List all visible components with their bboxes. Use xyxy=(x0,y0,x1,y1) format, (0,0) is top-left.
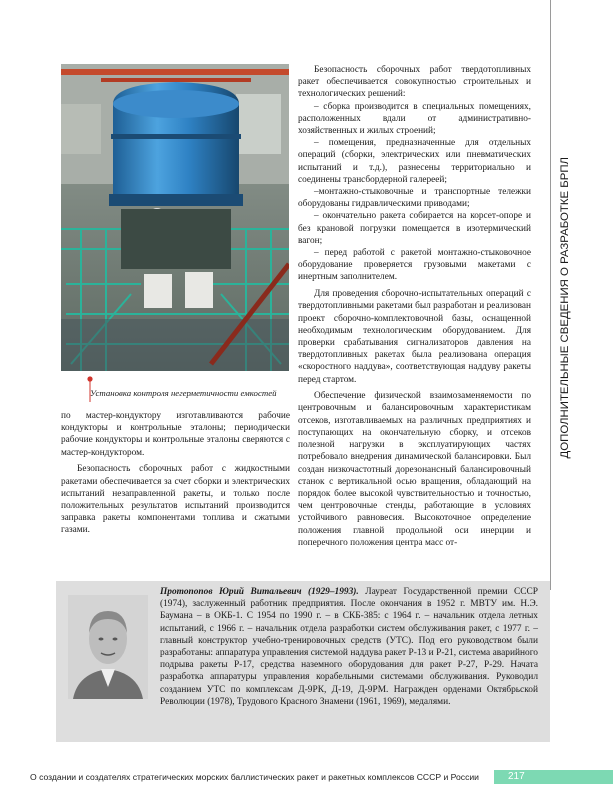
biography-box xyxy=(56,581,550,742)
right-list-item: – сборка производится в специальных помещениях, расположенных вдали от административно-хозяйственных и жилых строений; xyxy=(298,101,531,137)
biography-name: Протопопов Юрий Витальевич (1929–1993). xyxy=(160,587,359,597)
photo-caption: Установка контроля негерметичности емкостей xyxy=(90,388,277,398)
portrait-photo xyxy=(68,595,148,699)
right-column xyxy=(298,64,531,553)
right-list-item: – окончательно ракета собирается на корсет-опоре и без крановой погрузки помещается в изотермический вагон; xyxy=(298,211,531,246)
side-rule xyxy=(550,0,551,590)
page-number: 217 xyxy=(508,771,525,782)
left-paragraph: Безопасность сборочных работ с жидкостными ракетами обеспечивается за счет сборки и электрических испытаний незаправленной ракеты, и только после положительных результатов испытаний производится заправка ракеты компонентами топлива и сжатыми газами. xyxy=(61,464,290,536)
photo-leak-test-installation xyxy=(61,64,289,371)
left-paragraph: по мастер-кондуктору изготавливаются рабочие кондукторы и контрольные эталоны; периодически рабочие кондукторы и контрольные эталоны сверяются с мастер-кондуктором. xyxy=(61,411,290,458)
right-paragraph: Обеспечение физической взаимозаменяемости по центровочным и балансировочным характеристикам отсеков, изготавливаемых на различных предприятиях и поступающих на окончательную сборку, и отсеков полезной нагрузки в эксплуатирующих частях потребовало внедрения динамической балансировки. Был создан низкочастотный дорезонансный балансировочный станок с вертикальной осью вращения, обладающий на порядок более высокой чувствительностью и точностью, чем центровочные стенды, работающие в условиях устойчивого равновесия. Высокоточное определение положения главной продольной оси инерции и поперечного положения центра масс от- xyxy=(298,391,531,548)
left-column xyxy=(61,410,290,541)
right-list-item: – перед работой с ракетой монтажно-стыковочное оборудование проверяется грузовыми макетами с инертным заполнителем. xyxy=(298,248,531,283)
section-title: ДОПОЛНИТЕЛЬНЫЕ СВЕДЕНИЯ О РАЗРАБОТКЕ БРПЛ xyxy=(559,157,571,459)
right-paragraph: Для проведения сборочно-испытательных операций с твердотопливными ракетами был разработан и реализован проект сборочно-комплектовочной базы, оснащенной необходимым технологическим оборудованием. Для проверки срабатывания сигнализаторов давления на твердотопливных ракетах была реализована операция «скоростного наддува», соответствующая наддуву ракеты перед стартом. xyxy=(298,289,531,385)
footer-book-title: О создании и создателях стратегических морских баллистических ракет и ракетных комплексов СССР и России xyxy=(30,772,479,782)
right-list-item: – помещения, предназначенные для отдельных операций (сборки, электрических или пневматических испытаний и т.д.), разнесены территориально и соединены трансбордерной галереей; xyxy=(298,138,531,185)
biography-body: Лауреат Государственной премии СССР (1974), заслуженный работник предприятия. После окончания в 1952 г. МВТУ им. Н.Э. Баумана – в ОКБ-1. С 1954 по 1990 г. – в СКБ-385: с 1964 г. – начальник отдела летных испытаний, с 1966 г. – начальник отдела разработки систем обслуживания ракет, с 1977 г. – главный конструктор учебно-тренировочных средств (УТС). Под его руководством были разработаны: аппаратура управления системой наддува ракет Р-13 и Р-21, система аварийного подрыва ракеты Р-17, средства наземного оборудования для ракет Р-27, Р-29. Начата разработка аппаратуры управления корабельными системами обслуживания. Руководил созданием УТС по комплексам Д-9РК, Д-19, Д-9РМ. Награжден орденами Октябрьской Революции (1978), Трудового Красного Знамени (1961, 1969), медалями. xyxy=(160,587,539,707)
right-list-item: –монтажно-стыковочные и транспортные тележки оборудованы гидравлическими приводами; xyxy=(298,187,531,210)
right-paragraph: Безопасность сборочных работ твердотопливных ракет обеспечивается совокупностью строительных и технологических решений: xyxy=(298,65,531,100)
biography-text xyxy=(160,586,538,708)
